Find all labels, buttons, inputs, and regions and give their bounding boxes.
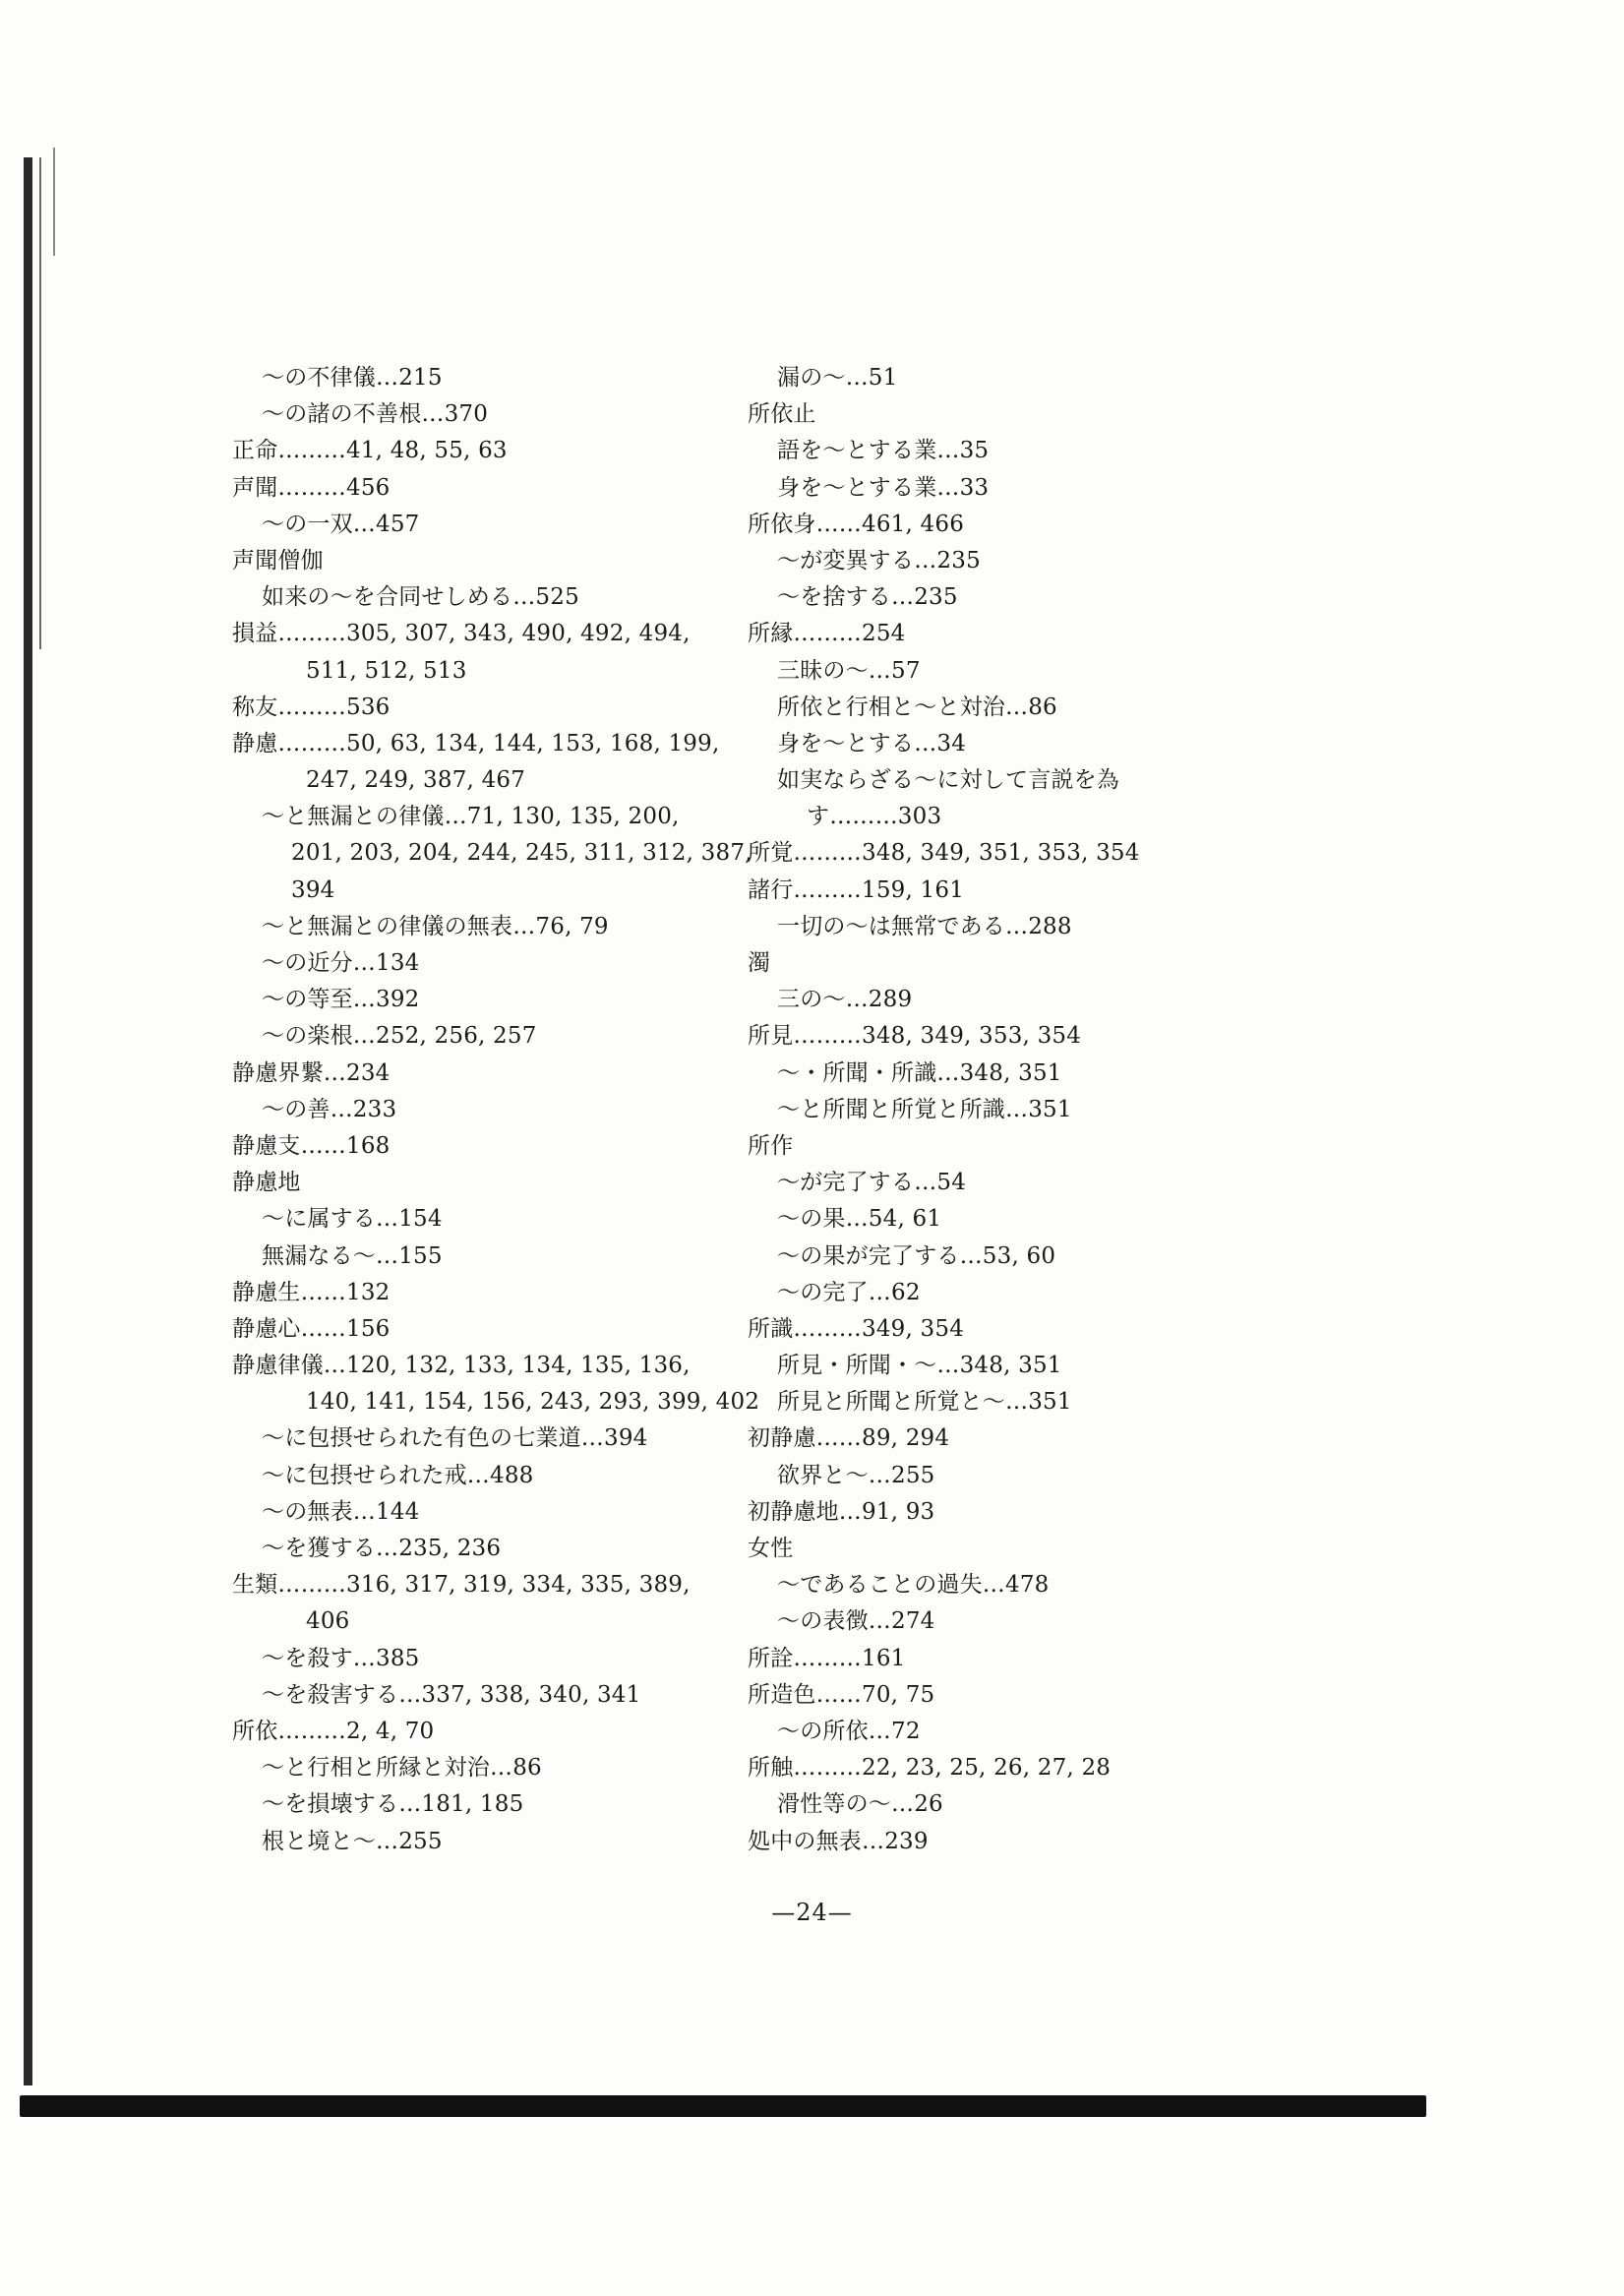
- index-subentry: ～と無漏との律儀の無表…76, 79: [262, 913, 609, 939]
- index-subentry: ～を殺す…385: [262, 1645, 420, 1671]
- index-heading: 所依………2, 4, 70: [232, 1718, 435, 1744]
- index-subentry: 511, 512, 513: [306, 657, 467, 684]
- index-heading: 所詮………161: [748, 1645, 906, 1671]
- index-subentry: ～の無表…144: [262, 1498, 420, 1525]
- index-subentry: ～に包摂せられた有色の七業道…394: [262, 1425, 648, 1452]
- index-subentry: ～の等至…392: [262, 987, 420, 1013]
- index-subentry: ～・所聞・所識…348, 351: [777, 1059, 1062, 1086]
- index-subentry: ～と行相と所縁と対治…86: [262, 1755, 542, 1782]
- index-subentry: 一切の～は無常である…288: [777, 913, 1072, 939]
- index-subentry: 如実ならざる～に対して言説を為: [777, 767, 1119, 794]
- index-subentry: 406: [306, 1608, 350, 1635]
- index-heading: 初静慮地…91, 93: [748, 1498, 935, 1525]
- index-heading: 所作: [748, 1132, 794, 1159]
- index-subentry: ～の表徴…274: [777, 1608, 935, 1635]
- index-heading: 静慮支……168: [232, 1132, 391, 1159]
- index-heading: 静慮………50, 63, 134, 144, 153, 168, 199,: [232, 730, 720, 756]
- index-heading: 所識………349, 354: [748, 1315, 965, 1342]
- index-subentry: ～と所聞と所覚と所識…351: [777, 1096, 1072, 1122]
- index-subentry: 身を～とする…34: [777, 730, 967, 756]
- index-subentry: ～が変異する…235: [777, 547, 981, 574]
- index-subentry: ～を捨する…235: [777, 584, 958, 611]
- index-subentry: 語を～とする業…35: [777, 438, 990, 464]
- index-subentry: 欲界と～…255: [777, 1462, 935, 1488]
- index-subentry: ～の諸の不善根…370: [262, 401, 489, 428]
- index-heading: 女性: [748, 1536, 794, 1561]
- binding-line: [53, 148, 55, 256]
- index-subentry: 所見・所聞・～…348, 351: [777, 1353, 1062, 1379]
- binding-edge: [24, 157, 32, 2085]
- index-heading: 静慮生……132: [232, 1279, 391, 1305]
- index-subentry: す………303: [807, 804, 942, 830]
- index-subentry: ～に属する…154: [262, 1206, 443, 1233]
- index-subentry: 身を～とする業…33: [777, 474, 990, 501]
- index-subentry: ～が完了する…54: [777, 1170, 967, 1196]
- scan-bottom-edge: [20, 2095, 1426, 2117]
- index-subentry: ～の一双…457: [262, 511, 420, 537]
- index-subentry: ～の所依…72: [777, 1718, 921, 1744]
- index-subentry: 所見と所聞と所覚と～…351: [777, 1389, 1072, 1416]
- index-subentry: ～に包摂せられた戒…488: [262, 1462, 534, 1488]
- index-subentry: ～の善…233: [262, 1096, 397, 1122]
- index-heading: 生類………316, 317, 319, 334, 335, 389,: [232, 1572, 691, 1599]
- index-heading: 所見………348, 349, 353, 354: [748, 1023, 1082, 1050]
- index-subentry: ～の近分…134: [262, 950, 420, 976]
- index-subentry: ～の楽根…252, 256, 257: [262, 1023, 537, 1050]
- index-subentry: ～の完了…62: [777, 1279, 921, 1305]
- index-heading: 称友………536: [232, 694, 391, 720]
- index-heading: 声聞僧伽: [232, 547, 324, 574]
- index-heading: 所覚………348, 349, 351, 353, 354: [748, 840, 1140, 867]
- index-subentry: 漏の～…51: [777, 365, 898, 391]
- index-heading: 濁: [748, 950, 771, 976]
- index-heading: 初静慮……89, 294: [748, 1425, 950, 1452]
- index-heading: 諸行………159, 161: [748, 876, 965, 903]
- index-subentry: 201, 203, 204, 244, 245, 311, 312, 387,: [291, 840, 752, 867]
- index-heading: 静慮律儀…120, 132, 133, 134, 135, 136,: [232, 1353, 691, 1379]
- page-number: —24—: [771, 1899, 853, 1926]
- index-heading: 静慮地: [232, 1170, 301, 1196]
- index-subentry: ～の不律儀…215: [262, 365, 443, 391]
- binding-line: [39, 157, 41, 649]
- index-heading: 正命………41, 48, 55, 63: [232, 438, 508, 464]
- index-subentry: 滑性等の～…26: [777, 1791, 943, 1818]
- index-subentry: 三の～…289: [777, 987, 913, 1013]
- index-subentry: ～を殺害する…337, 338, 340, 341: [262, 1681, 641, 1708]
- index-subentry: ～を獲する…235, 236: [262, 1536, 502, 1561]
- index-heading: 所依止: [748, 401, 816, 428]
- index-heading: 損益………305, 307, 343, 490, 492, 494,: [232, 621, 691, 647]
- index-subentry: 140, 141, 154, 156, 243, 293, 399, 402: [306, 1389, 760, 1416]
- index-column-right: [748, 360, 1259, 1860]
- index-subentry: ～の果…54, 61: [777, 1206, 942, 1233]
- index-subentry: ～の果が完了する…53, 60: [777, 1242, 1056, 1269]
- index-heading: 処中の無表…239: [748, 1828, 929, 1854]
- index-subentry: 如来の～を合同せしめる…525: [262, 584, 579, 611]
- index-heading: 所造色……70, 75: [748, 1681, 935, 1708]
- index-heading: 静慮心……156: [232, 1315, 391, 1342]
- index-subentry: 根と境と～…255: [262, 1828, 443, 1854]
- index-heading: 所縁………254: [748, 621, 906, 647]
- index-subentry: 247, 249, 387, 467: [306, 767, 526, 794]
- index-subentry: 394: [291, 876, 335, 903]
- index-column-left: [232, 360, 760, 1860]
- index-subentry: ～であることの過失…478: [777, 1572, 1050, 1599]
- index-heading: 所依身……461, 466: [748, 511, 965, 537]
- index-subentry: 無漏なる～…155: [262, 1242, 443, 1269]
- index-subentry: ～と無漏との律儀…71, 130, 135, 200,: [262, 804, 680, 830]
- index-subentry: ～を損壊する…181, 185: [262, 1791, 524, 1818]
- index-heading: 静慮界繋…234: [232, 1059, 391, 1086]
- index-subentry: 三昧の～…57: [777, 657, 921, 684]
- index-heading: 所触………22, 23, 25, 26, 27, 28: [748, 1755, 1112, 1782]
- index-heading: 声聞………456: [232, 474, 391, 501]
- index-subentry: 所依と行相と～と対治…86: [777, 694, 1057, 720]
